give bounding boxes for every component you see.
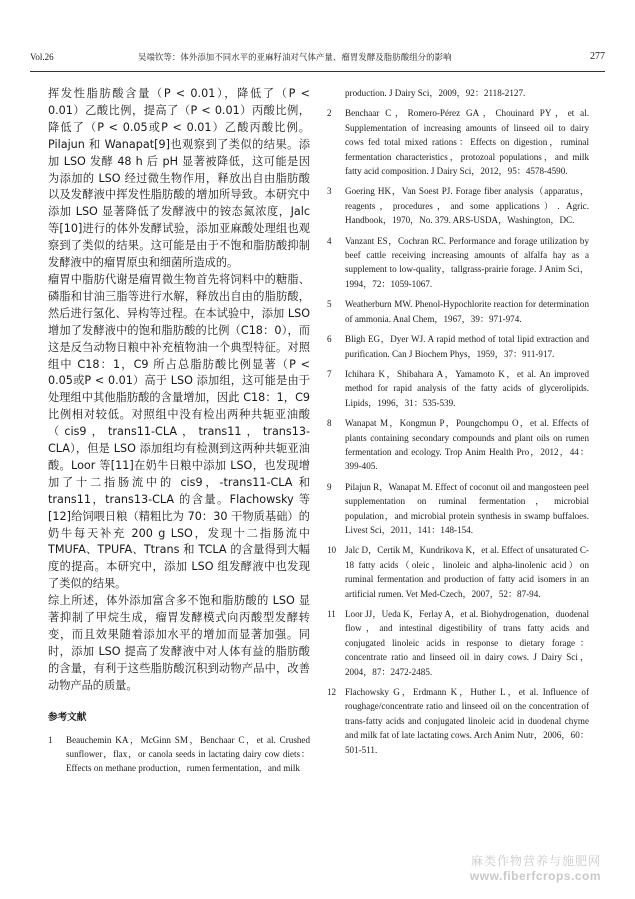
reference-number: 3 xyxy=(327,186,332,197)
reference-item xyxy=(327,543,589,601)
reference-item xyxy=(327,184,589,227)
body-paragraph-2: 瘤胃中脂肪代谢是瘤胃微生物首先将饲料中的糖脂、磷脂和甘油三脂等进行水解，释放出自由的脂肪酸，然后进行氢化、异构等过程。在本试验中，添加 LSO 增加了发酵液中的饱和脂肪酸的比例（C18：0），而这是反刍动物日粮中补充植物油一个典型特征。对照组中 C18：1，C9 所占总脂肪酸比例显著（P < 0.05或P < 0.01）高于 LSO 添加组，这可能是由于处理组中其他脂肪酸的含量增加，因此 C18：1，C9 比例相对较低。对照组中没有检出两种共轭亚油酸（cis9，trans11-CLA，trans11，trans13-CLA），但是 LSO 添加组均有检测到这两种共轭亚油酸。Loor 等[11]在奶牛日粮中添加 LSO，也发现增加了十二指肠流中的 cis9，-trans11-CLA 和 trans11，trans13-CLA 的含量。Flachowsky 等[12]给饲喂日粮（精粗比为 70：30 干物质基础）的奶牛每天补充 200 g LSO，发现十二指肠流中 TMUFA、TPUFA、Ttrans 和 TCLA 的含量得到大幅度的提高。本研究中，添加 LSO 组发酵液中也发现了类似的结果。 xyxy=(48,272,310,591)
reference-text: production. J Dairy Sci，2009，92：2118-2127. xyxy=(345,88,526,98)
page-number: 277 xyxy=(590,51,605,62)
reference-item xyxy=(327,607,589,679)
reference-item xyxy=(327,234,589,292)
reference-item xyxy=(327,367,589,410)
reference-item xyxy=(327,685,589,757)
reference-text: Beauchemin KA，McGinn SM，Benchaar C，et al. Crushed sunflower，flax，or canola seeds in lactating dairy cow diets：Effects on methane production，rumen fermentation，and milk xyxy=(66,734,310,774)
reference-item xyxy=(327,106,589,178)
running-title: 吴端钦等：体外添加不同水平的亚麻籽油对气体产量、瘤胃发酵及脂肪酸组分的影响 xyxy=(138,52,452,62)
reference-item xyxy=(327,416,589,474)
reference-number: 8 xyxy=(327,418,332,429)
journal-volume: Vol.26 xyxy=(30,52,54,62)
reference-text: Goering HK，Van Soest PJ. Forage fiber analysis（apparatus，reagents，procedures，and some applications）. Agric. Handbook，1970，No. 379. ARS-USDA，Washington，DC. xyxy=(345,186,589,226)
reference-number: 10 xyxy=(327,545,337,556)
reference-text: Loor JJ，Ueda K，Ferlay A，et al. Biohydrogenation，duodenal flow，and intestinal digestibility of trans fatty acids and conjugated linoleic acids in response to dietary forage：concentrate ratio and linseed oil in dairy cows. J Dairy Sci，2004，87：2472-2485. xyxy=(345,609,589,677)
reference-text: Jalc D，Certik M，Kundrikova K，et al. Effect of unsaturated C-18 fatty acids（oleic，linoleic and alpha-linolenic acid）on ruminal fermentation and production of fatty acid isomers in an artificial rumen. Vet Med-Czech，2007，52：87-94. xyxy=(345,545,589,599)
reference-text: Wanapat M，Kongmun P，Poungchompu O，et al. Effects of plants containing secondary compounds and plant oils on rumen fermentation and ecology. Trop Anim Health Pro，2012，44：399-405. xyxy=(345,418,589,472)
reference-text: Ichihara K，Shibahara A，Yamamoto K，et al. An improved method for rapid analysis of the fatty acids of glycerolipids. Lipids，1996，31：535-539. xyxy=(345,368,589,408)
right-column xyxy=(327,86,589,763)
reference-number: 5 xyxy=(327,299,332,310)
reference-number: 6 xyxy=(327,334,332,345)
header-rule xyxy=(30,71,605,72)
reference-item xyxy=(48,733,310,776)
body-paragraph-1: 挥发性脂肪酸含量（P < 0.01），降低了（P < 0.01）乙酸比例，提高了（P < 0.01）丙酸比例，降低了（P < 0.05或P < 0.01）乙酸丙酸比例。Pilajun 和 Wanapat[9]也观察到了类似的结果。添加 LSO 发酵 48 h 后 pH 显著被降低，这可能是因为添加的 LSO 经过微生物作用，释放出自由脂肪酸以及发酵液中挥发性脂肪酸的增加所导致。本研究中添加 LSO 显著降低了发酵液中的铵态氮浓度，Jalc 等[10]进行的体外发酵试验，添加亚麻酸处理组也观察到了类似的结果。这可能是由于不饱和脂肪酸抑制发酵液中的瘤胃原虫和细菌所造成的。 xyxy=(48,87,310,270)
watermark-site-name: 麻类作物营养与施肥网 xyxy=(470,854,601,868)
reference-number: 2 xyxy=(327,108,332,119)
references-heading: 参考文献 xyxy=(48,711,87,723)
reference-text: Benchaar C，Romero-Pérez GA，Chouinard PY，et al. Supplementation of increasing amounts of linseed oil to dairy cows fed total mixed rations：Effects on digestion，ruminal fermentation characteristics，protozoal populations，and milk fatty acid composition. J Dairy Sci，2012，95：4578-4590. xyxy=(345,108,589,177)
reference-text: Weatherburn MW. Phenol-Hypochlorite reaction for determination of ammonia. Anal Chem，1967，39：971-974. xyxy=(345,299,589,324)
running-header xyxy=(30,52,605,68)
reference-item xyxy=(327,297,589,326)
reference-item xyxy=(327,480,589,538)
reference-number: 7 xyxy=(327,368,332,379)
reference-text: Vanzant ES，Cochran RC. Performance and forage utilization by beef cattle receiving increasing amounts of alfalfa hay as a supplement to low-quality，tallgrass-prairie forage. J Anim Sci，1994，72：1059-1067. xyxy=(345,235,589,289)
reference-text: Bligh EG，Dyer WJ. A rapid method of total lipid extraction and purification. Can J Biochem Phys，1959，37：911-917. xyxy=(345,334,589,359)
left-column xyxy=(48,86,310,782)
reference-item xyxy=(327,332,589,361)
reference-number: 9 xyxy=(327,481,332,492)
reference-number: 4 xyxy=(327,235,332,246)
reference-continuation xyxy=(327,86,589,100)
watermark-url: www.fiberfcrops.com xyxy=(469,869,601,883)
reference-number: 11 xyxy=(327,609,336,619)
reference-text: Pilajun R，Wanapat M. Effect of coconut oil and mangosteen peel supplementation on ruminal fermentation，microbial population，and microbial protein synthesis in swamp buffaloes. Livest Sci，2011，141：148-154. xyxy=(345,481,589,535)
body-paragraph-3: 综上所述，体外添加富含多不饱和脂肪酸的 LSO 显著抑制了甲烷生成，瘤胃发酵模式向丙酸型发酵转变，而且效果随着添加水平的增加而显著加强。同时，添加 LSO 提高了发酵液中对人体有益的脂肪酸的含量，有利于这些脂肪酸沉积到动物产品中，改善动物产品的质量。 xyxy=(48,594,310,692)
reference-number: 12 xyxy=(327,687,337,698)
reference-number: 1 xyxy=(48,734,53,745)
site-watermark xyxy=(470,852,601,883)
reference-text: Flachowsky G，Erdmann K，Huther L，et al. Influence of roughage/concentrate ratio and linseed oil on the concentration of trans-fatty acids and conjugated linoleic acid in duodenal chyme and milk fat of late lactating cows. Arch Anim Nutr，2006，60：501-511. xyxy=(345,687,589,755)
